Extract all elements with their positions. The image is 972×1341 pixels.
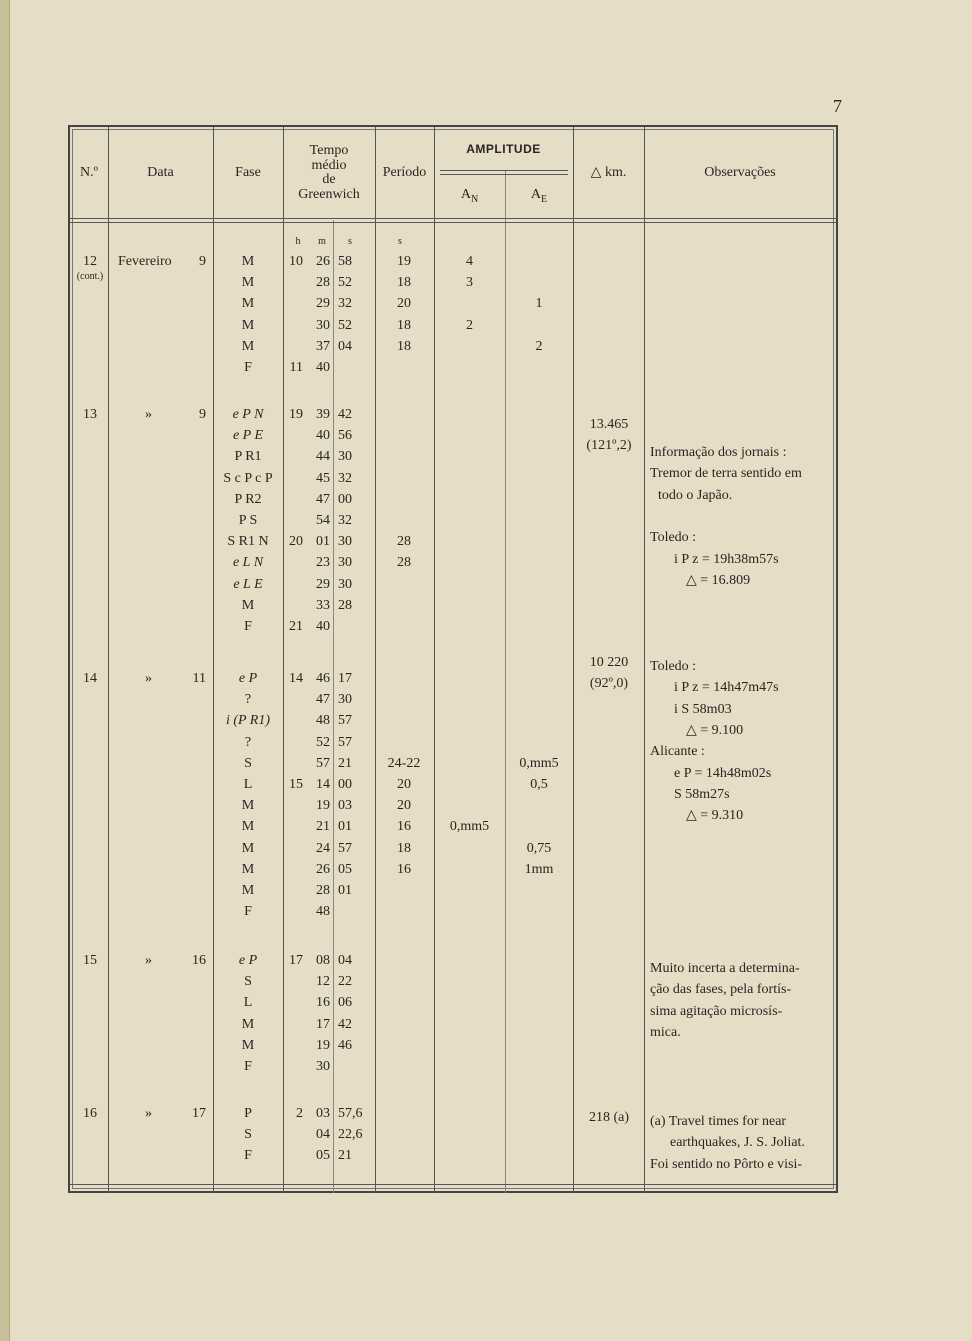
observation-line: Toledo : xyxy=(650,659,697,674)
time-minutes-cell: 30 xyxy=(316,1059,330,1074)
time-seconds-cell: 03 xyxy=(338,798,352,814)
time-seconds-cell: 30 xyxy=(338,576,352,592)
observation-line: Informação dos jornais : xyxy=(650,445,787,460)
phase-cell: P S xyxy=(238,513,258,528)
amplitude-e-cell: 0,mm5 xyxy=(519,755,559,771)
time-seconds-cell: 04 xyxy=(338,338,352,354)
observation-line: Foi sentido no Pôrto e visi- xyxy=(650,1156,803,1172)
time-hours-cell: 20 xyxy=(289,534,303,550)
observation-line: todo o Japão. xyxy=(658,487,733,503)
header-bottom-rule xyxy=(70,218,836,219)
time-hours-cell: 21 xyxy=(289,619,303,634)
time-minutes-cell: 48 xyxy=(316,904,330,920)
observation-line: Muito incerta a determina- xyxy=(650,961,800,976)
time-seconds-cell: 17 xyxy=(338,671,352,686)
time-minutes-cell: 08 xyxy=(316,953,330,968)
observation-line: mica. xyxy=(650,1024,681,1040)
header-time-line-3: de xyxy=(322,172,336,188)
col-divider xyxy=(108,127,109,1193)
time-seconds-cell: 32 xyxy=(338,470,352,486)
header-time xyxy=(283,144,375,203)
phase-cell: M xyxy=(241,254,255,269)
observation-line: earthquakes, J. S. Joliat. xyxy=(670,1135,805,1151)
time-seconds-cell: 42 xyxy=(338,1016,352,1032)
time-seconds-cell: 32 xyxy=(338,513,352,528)
header-ae-letter: A xyxy=(530,187,541,202)
phase-cell: M xyxy=(241,275,255,291)
time-seconds-cell: 06 xyxy=(338,995,352,1011)
phase-cell: e L N xyxy=(232,555,264,571)
entry-number-note: (cont.) xyxy=(76,271,104,282)
time-seconds-cell: 57 xyxy=(338,840,352,856)
phase-cell: M xyxy=(241,317,255,333)
phase-cell: M xyxy=(241,819,255,835)
time-hours-cell: 14 xyxy=(289,671,303,686)
entry-month: » xyxy=(145,407,152,422)
entry-month: Fevereiro xyxy=(118,254,172,269)
header-amplitude-e xyxy=(505,188,573,205)
time-minutes-cell: 40 xyxy=(316,360,330,375)
observation-line: Toledo : xyxy=(650,530,697,546)
distance-angle-cell: (121º,2) xyxy=(586,438,632,453)
time-minutes-cell: 26 xyxy=(316,254,330,269)
distance-km-cell: 10 220 xyxy=(589,655,629,670)
observation-line: S 58m27s xyxy=(674,786,730,802)
time-seconds-cell: 52 xyxy=(338,275,352,291)
entry-month: » xyxy=(145,953,152,968)
phase-cell: S c P c P xyxy=(223,470,273,486)
time-minutes-cell: 47 xyxy=(316,491,330,507)
phase-cell: F xyxy=(244,619,252,634)
header-an-letter: A xyxy=(460,187,471,202)
phase-cell: M xyxy=(241,597,255,613)
time-minutes-cell: 04 xyxy=(316,1127,330,1143)
entry-day: 9 xyxy=(199,254,206,269)
col-divider xyxy=(375,127,376,1193)
header-amplitude: AMPLITUDE xyxy=(466,142,541,156)
observation-line: △ = 9.100 xyxy=(686,722,744,738)
time-minutes-cell: 03 xyxy=(316,1106,330,1121)
phase-cell: S xyxy=(244,1127,252,1143)
observation-line: i P z = 19h38m57s xyxy=(674,551,779,567)
entry-month: » xyxy=(145,1106,152,1121)
amplitude-e-cell: 1mm xyxy=(524,861,554,877)
phase-cell: e P xyxy=(238,953,258,968)
time-minutes-cell: 19 xyxy=(316,1037,330,1053)
phase-cell: ? xyxy=(244,692,252,708)
phase-cell: F xyxy=(244,1059,252,1074)
time-minutes-cell: 33 xyxy=(316,597,330,613)
time-minutes-cell: 48 xyxy=(316,713,330,729)
observation-line: △ = 16.809 xyxy=(686,572,751,588)
header-amplitude-n xyxy=(434,188,505,205)
header-time-line-1: Tempo xyxy=(309,143,349,158)
time-seconds-cell: 28 xyxy=(338,597,352,613)
phase-cell: M xyxy=(241,798,255,814)
phase-cell: F xyxy=(244,904,252,920)
phase-cell: M xyxy=(241,1016,255,1032)
time-minutes-cell: 24 xyxy=(316,840,330,856)
time-seconds-cell: 30 xyxy=(338,534,352,550)
time-minutes-cell: 01 xyxy=(316,534,330,550)
amplitude-e-cell: 2 xyxy=(535,338,543,354)
time-seconds-cell: 30 xyxy=(338,692,352,708)
amplitude-n-cell: 4 xyxy=(466,254,473,269)
time-seconds-cell: 05 xyxy=(338,861,352,877)
entry-day: 17 xyxy=(192,1106,206,1121)
period-cell: 16 xyxy=(397,861,411,877)
header-date: Data xyxy=(147,165,174,180)
time-seconds-cell: 22,6 xyxy=(338,1127,363,1143)
entry-number: 14 xyxy=(83,671,97,686)
entry-number: 16 xyxy=(83,1106,97,1121)
phase-cell: L xyxy=(243,995,253,1011)
period-cell: 28 xyxy=(397,534,411,550)
phase-cell: ? xyxy=(244,734,252,750)
period-cell: 28 xyxy=(397,555,411,571)
phase-cell: M xyxy=(241,1037,255,1053)
entry-day: 16 xyxy=(192,953,206,968)
time-minutes-cell: 05 xyxy=(316,1148,330,1164)
phase-cell: P xyxy=(244,1106,252,1121)
header-time-line-4: Greenwich xyxy=(298,187,360,203)
header-an-sub: N xyxy=(470,193,479,205)
period-cell: 24-22 xyxy=(387,755,421,771)
entry-month: » xyxy=(145,671,152,686)
time-seconds-cell: 57,6 xyxy=(338,1106,363,1121)
time-minutes-cell: 39 xyxy=(316,407,330,422)
time-minutes-cell: 54 xyxy=(316,513,330,528)
phase-cell: P R1 xyxy=(234,449,262,465)
entry-day: 9 xyxy=(199,407,206,422)
entry-number: 12 xyxy=(83,254,97,269)
period-cell: 18 xyxy=(397,317,411,333)
page-binding-edge xyxy=(0,0,10,1341)
period-cell: 19 xyxy=(397,254,411,269)
phase-cell: F xyxy=(244,360,252,375)
observation-line: (a) Travel times for near xyxy=(650,1114,787,1129)
time-minutes-cell: 19 xyxy=(316,798,330,814)
header-period: Período xyxy=(382,165,427,180)
time-minutes-cell: 29 xyxy=(316,296,330,312)
observation-line: △ = 9.310 xyxy=(686,808,744,824)
observation-line: i S 58m03 xyxy=(674,701,732,717)
observation-line: sima agitação microsís- xyxy=(650,1003,783,1019)
time-minutes-cell: 45 xyxy=(316,470,330,486)
phase-cell: M xyxy=(241,840,255,856)
distance-angle-cell: (92º,0) xyxy=(589,676,629,691)
phase-cell: S xyxy=(244,755,252,771)
header-phase: Fase xyxy=(235,165,261,180)
phase-cell: M xyxy=(241,883,255,898)
time-minutes-cell: 28 xyxy=(316,275,330,291)
header-bottom-rule-2 xyxy=(70,222,836,223)
header-distance: △ km. xyxy=(590,165,627,180)
unit-period-seconds: s xyxy=(398,236,402,247)
period-cell: 20 xyxy=(397,777,411,792)
time-seconds-cell: 57 xyxy=(338,734,352,750)
time-seconds-cell: 22 xyxy=(338,974,352,990)
col-divider-amplitude xyxy=(505,170,506,1193)
time-minutes-cell: 57 xyxy=(316,755,330,771)
period-cell: 16 xyxy=(397,819,411,835)
phase-cell: i (P R1) xyxy=(225,713,271,729)
amplitude-n-cell: 2 xyxy=(466,317,473,333)
amplitude-n-cell: 0,mm5 xyxy=(449,819,490,835)
entry-day: 11 xyxy=(192,671,206,686)
time-seconds-cell: 56 xyxy=(338,428,352,444)
entry-number: 15 xyxy=(83,953,97,968)
observation-line: ção das fases, pela fortís- xyxy=(650,982,792,998)
time-seconds-cell: 46 xyxy=(338,1037,352,1053)
col-divider-minutes xyxy=(333,220,334,1193)
time-minutes-cell: 44 xyxy=(316,449,330,465)
time-seconds-cell: 21 xyxy=(338,755,352,771)
time-seconds-cell: 57 xyxy=(338,713,352,729)
distance-km-cell: 13.465 xyxy=(589,417,629,432)
time-seconds-cell: 58 xyxy=(338,254,352,269)
time-minutes-cell: 16 xyxy=(316,995,330,1011)
time-seconds-cell: 30 xyxy=(338,449,352,465)
time-hours-cell: 17 xyxy=(289,953,303,968)
time-hours-cell: 19 xyxy=(289,407,303,422)
time-minutes-cell: 37 xyxy=(316,338,330,354)
observation-line: i P z = 14h47m47s xyxy=(674,680,779,696)
unit-hours: h xyxy=(295,236,301,247)
time-seconds-cell: 21 xyxy=(338,1148,352,1164)
time-minutes-cell: 52 xyxy=(316,734,330,750)
amplitude-e-cell: 0,75 xyxy=(526,840,552,856)
page-number: 7 xyxy=(833,96,842,116)
observation-line: Tremor de terra sentido em xyxy=(650,466,802,482)
header-number: N.º xyxy=(80,165,98,180)
phase-cell: S R1 N xyxy=(227,534,269,550)
time-minutes-cell: 23 xyxy=(316,555,330,571)
time-minutes-cell: 47 xyxy=(316,692,330,708)
time-seconds-cell: 00 xyxy=(338,491,352,507)
period-cell: 18 xyxy=(397,338,411,354)
distance-km-cell: 218 (a) xyxy=(588,1110,630,1125)
time-minutes-cell: 40 xyxy=(316,428,330,444)
phase-cell: e P N xyxy=(232,407,264,422)
period-cell: 18 xyxy=(397,840,411,856)
time-seconds-cell: 04 xyxy=(338,953,352,968)
amplitude-e-cell: 0,5 xyxy=(530,777,548,792)
time-minutes-cell: 28 xyxy=(316,883,330,898)
time-minutes-cell: 17 xyxy=(316,1016,330,1032)
time-minutes-cell: 29 xyxy=(316,576,330,592)
phase-cell: M xyxy=(241,296,255,312)
observation-line: e P = 14h48m02s xyxy=(674,765,772,781)
header-time-line-2: médio xyxy=(311,157,347,173)
time-seconds-cell: 32 xyxy=(338,296,352,312)
header-observations: Observações xyxy=(704,165,776,180)
time-minutes-cell: 30 xyxy=(316,317,330,333)
time-seconds-cell: 42 xyxy=(338,407,352,422)
unit-seconds: s xyxy=(348,236,352,247)
time-minutes-cell: 40 xyxy=(316,619,330,634)
amplitude-e-cell: 1 xyxy=(535,296,543,312)
time-hours-cell: 11 xyxy=(289,360,303,375)
period-cell: 20 xyxy=(397,798,411,814)
phase-cell: e L E xyxy=(233,576,263,592)
time-hours-cell: 15 xyxy=(289,777,303,792)
unit-minutes: m xyxy=(318,236,326,247)
observation-line: Alicante : xyxy=(650,744,705,760)
time-seconds-cell: 01 xyxy=(338,883,352,898)
phase-cell: e P xyxy=(238,671,258,686)
time-minutes-cell: 21 xyxy=(316,819,330,835)
time-minutes-cell: 14 xyxy=(316,777,330,792)
time-seconds-cell: 00 xyxy=(338,777,352,792)
amplitude-n-cell: 3 xyxy=(466,275,473,291)
period-cell: 18 xyxy=(397,275,411,291)
col-divider xyxy=(644,127,645,1193)
header-ae-sub: E xyxy=(541,193,548,205)
time-minutes-cell: 46 xyxy=(316,671,330,686)
phase-cell: L xyxy=(243,777,253,792)
amplitude-rule xyxy=(440,170,568,171)
time-seconds-cell: 30 xyxy=(338,555,352,571)
time-seconds-cell: 01 xyxy=(338,819,352,835)
phase-cell: e P E xyxy=(232,428,264,444)
col-divider xyxy=(283,127,284,1193)
entry-number: 13 xyxy=(83,407,97,422)
amplitude-rule-2 xyxy=(440,174,568,175)
period-cell: 20 xyxy=(397,296,411,312)
time-hours-cell: 2 xyxy=(296,1106,303,1121)
phase-cell: M xyxy=(241,338,255,354)
time-minutes-cell: 26 xyxy=(316,861,330,877)
phase-cell: F xyxy=(244,1148,252,1164)
phase-cell: S xyxy=(244,974,252,990)
phase-cell: M xyxy=(241,861,255,877)
phase-cell: P R2 xyxy=(234,491,262,507)
time-hours-cell: 10 xyxy=(289,254,303,269)
table-bottom-rule xyxy=(70,1184,836,1185)
time-seconds-cell: 52 xyxy=(338,317,352,333)
time-minutes-cell: 12 xyxy=(316,974,330,990)
